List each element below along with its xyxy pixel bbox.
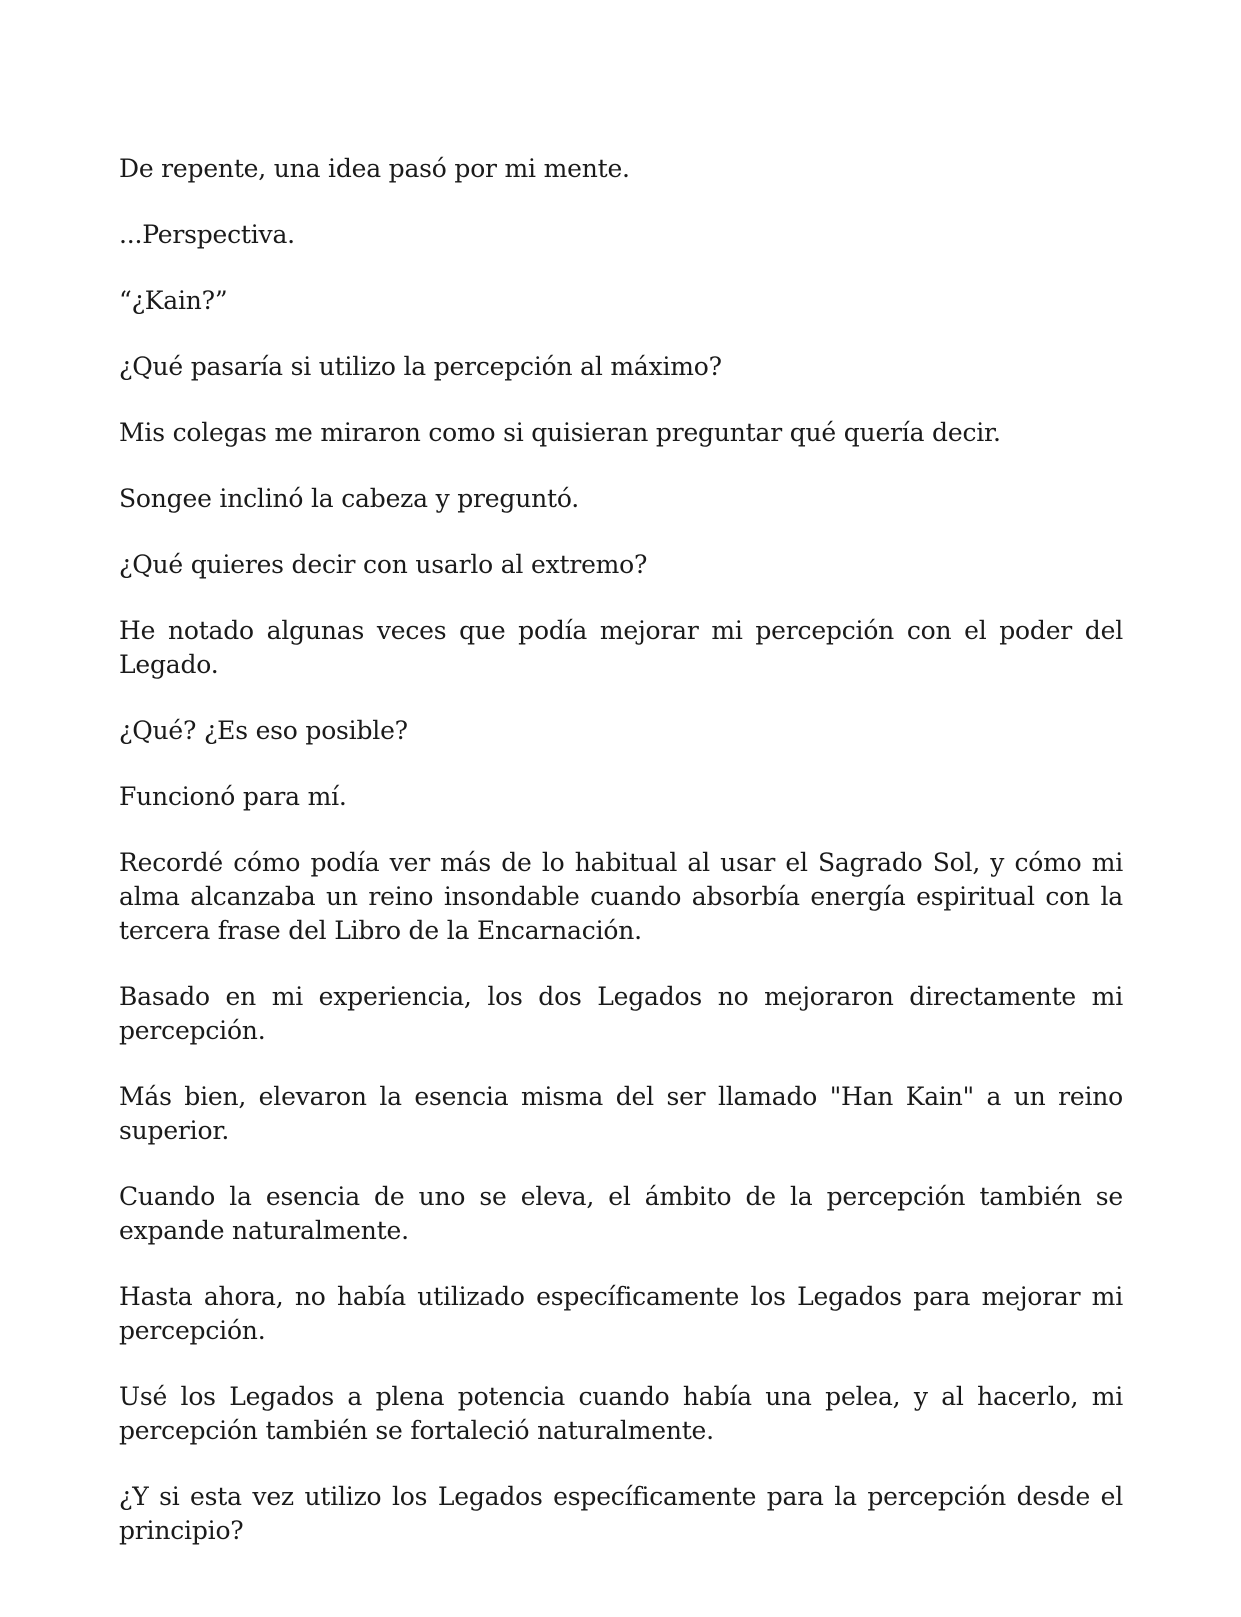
paragraph: Songee inclinó la cabeza y preguntó. — [119, 484, 580, 513]
paragraph: Más bien, elevaron la esencia misma del ser llamado "Han Kain" a un reino superior. — [119, 1082, 1123, 1145]
paragraph: De repente, una idea pasó por mi mente. — [119, 154, 630, 183]
paragraph: Mis colegas me miraron como si quisieran preguntar qué quería decir. — [119, 418, 1001, 447]
paragraph: ¿Qué pasaría si utilizo la percepción al máximo? — [119, 352, 722, 381]
paragraph: He notado algunas veces que podía mejorar mi percepción con el poder del Legado. — [119, 616, 1123, 679]
paragraph: Basado en mi experiencia, los dos Legados no mejoraron directamente mi percepción. — [119, 982, 1123, 1045]
paragraph: Usé los Legados a plena potencia cuando había una pelea, y al hacerlo, mi percepción también se fortaleció naturalmente. — [119, 1382, 1123, 1445]
paragraph: ¿Y si esta vez utilizo los Legados específicamente para la percepción desde el principio? — [119, 1482, 1123, 1545]
paragraph: Hasta ahora, no había utilizado específicamente los Legados para mejorar mi percepción. — [119, 1282, 1123, 1345]
paragraph: Recordé cómo podía ver más de lo habitual al usar el Sagrado Sol, y cómo mi alma alcanzaba un reino insondable cuando absorbía energía espiritual con la tercera frase del Libro de la Encarnación. — [119, 848, 1123, 945]
paragraph: ¿Qué? ¿Es eso posible? — [119, 716, 408, 745]
paragraph: Cuando la esencia de uno se eleva, el ámbito de la percepción también se expande naturalmente. — [119, 1182, 1123, 1245]
paragraph: ¿Qué quieres decir con usarlo al extremo? — [119, 550, 648, 579]
text-body — [119, 152, 1123, 1580]
paragraph: Funcionó para mí. — [119, 782, 347, 811]
paragraph: ...Perspectiva. — [119, 220, 295, 249]
paragraph: “¿Kain?” — [119, 286, 228, 315]
